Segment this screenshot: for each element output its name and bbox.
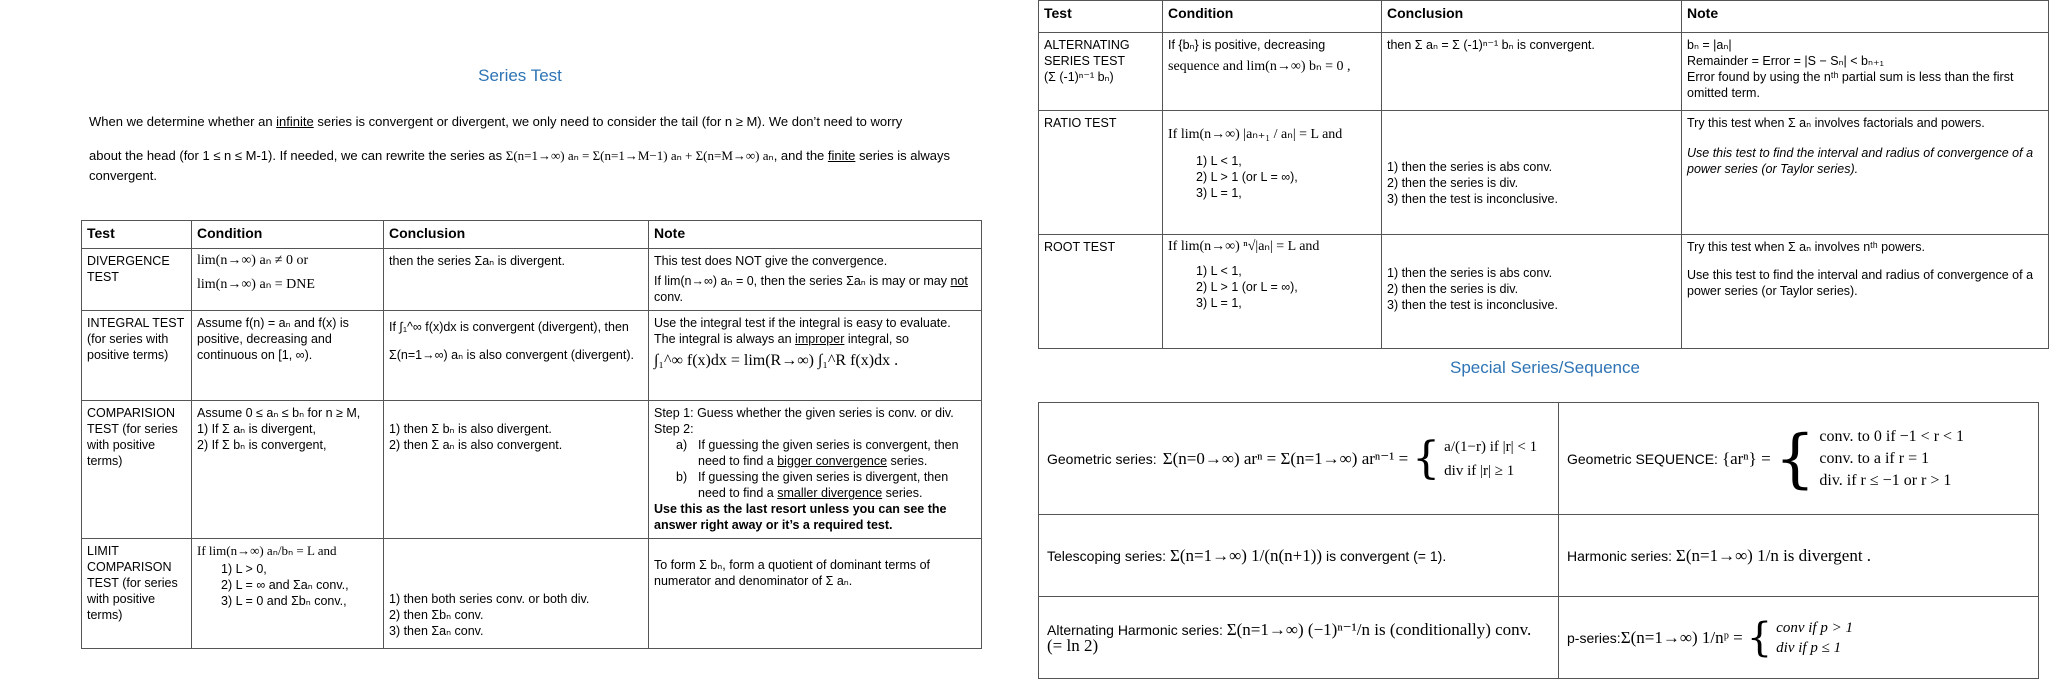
- series-test-table-left: [81, 220, 982, 649]
- special-series-table: [1038, 402, 2039, 679]
- series-test-table-right: [1038, 0, 2049, 349]
- geometric-series-cell: Geometric series: Σ(n=0→∞) arⁿ = Σ(n=1→∞) arⁿ⁻¹ = { a/(1−r) if |r| < 1 div if |r| ≥ 1: [1039, 403, 1559, 515]
- row-limit-comparison: [82, 539, 982, 649]
- divergence-conclusion: then the series Σaₙ is divergent.: [384, 249, 649, 311]
- row-alternating: [1039, 33, 2049, 111]
- left-brace: {: [1412, 432, 1441, 484]
- step2-a: a) If guessing the given series is convergent, then need to find a bigger convergence series.: [676, 438, 959, 468]
- comparison-note: Step 1: Guess whether the given series is conv. or div. Step 2: a) If guessing the given series is convergent, then need to find a bigger convergence series. b) If guessing the given series is divergent, then need to find a smaller divergence series. Use this as the last resort unless you can see the answer right away or it’s a required test.: [649, 401, 982, 539]
- integral-note: Use the integral test if the integral is easy to evaluate. The integral is always an improper integral, so ∫₁^∞ f(x)dx = lim(R→∞) ∫₁^R f(x)dx .: [649, 311, 982, 401]
- p-series-cell: p-series: Σ(n=1→∞) 1/nᵖ = { conv if p > 1 div if p ≤ 1: [1559, 597, 2039, 679]
- integral-test-name: INTEGRAL TEST (for series with positive terms): [82, 311, 192, 401]
- header-test: Test: [82, 221, 192, 249]
- root-condition: If lim(n→∞) ⁿ√|aₙ| = L and 1) L < 1, 2) L > 1 (or L = ∞), 3) L = 1,: [1163, 235, 1382, 349]
- geometric-sequence-cell: Geometric SEQUENCE: {arⁿ} = { conv. to 0 if −1 < r < 1 conv. to a if r = 1 div. if r ≤ −1 or r > 1: [1559, 403, 2039, 515]
- ratio-note: Try this test when Σ aₙ involves factorials and powers. Use this test to find the interval and radius of convergence of a power series (or Taylor series).: [1682, 111, 2049, 235]
- special-series-title: Special Series/Sequence: [1450, 358, 1640, 377]
- ratio-conclusion: 1) then the series is abs conv. 2) then the series is div. 3) then the test is inconclusive.: [1382, 111, 1682, 235]
- ratio-condition: If lim(n→∞) |aₙ₊₁ / aₙ| = L and 1) L < 1, 2) L > 1 (or L = ∞), 3) L = 1,: [1163, 111, 1382, 235]
- alternating-harmonic-cell: Alternating Harmonic series: Σ(n=1→∞) (−1)ⁿ⁻¹/n is (conditionally) conv. (= ln 2): [1039, 597, 1559, 679]
- intro-line-1: When we determine whether an infinite series is convergent or divergent, we only need to consider the tail (for n ≥ M). We don’t need to worry: [89, 114, 903, 129]
- limit-note: To form Σ bₙ, form a quotient of dominant terms of numerator and denominator of Σ aₙ.: [649, 539, 982, 649]
- divergence-condition: lim(n→∞) aₙ ≠ 0 or lim(n→∞) aₙ = DNE: [192, 249, 384, 311]
- limit-conclusion: 1) then both series conv. or both div. 2) then Σbₙ conv. 3) then Σaₙ conv.: [384, 539, 649, 649]
- header-conclusion-right: Conclusion: [1382, 1, 1682, 33]
- left-brace: {: [1746, 614, 1773, 661]
- header-note-right: Note: [1682, 1, 2049, 33]
- header-condition-right: Condition: [1163, 1, 1382, 33]
- alternating-condition: If {bₙ} is positive, decreasing sequence and lim(n→∞) bₙ = 0 ,: [1163, 33, 1382, 111]
- divergence-test-name: DIVERGENCE TEST: [82, 249, 192, 311]
- root-note: Try this test when Σ aₙ involves nᵗʰ powers. Use this test to find the interval and radius of convergence of a power series (or Taylor series).: [1682, 235, 2049, 349]
- header-condition: Condition: [192, 221, 384, 249]
- integral-condition: Assume f(n) = aₙ and f(x) is positive, decreasing and continuous on [1, ∞).: [192, 311, 384, 401]
- comparison-test-name: COMPARISION TEST (for series with positive terms): [82, 401, 192, 539]
- alternating-conclusion: then Σ aₙ = Σ (-1)ⁿ⁻¹ bₙ is convergent.: [1382, 33, 1682, 111]
- row-integral: [82, 311, 982, 401]
- page-title: Series Test: [478, 66, 562, 85]
- comparison-condition: Assume 0 ≤ aₙ ≤ bₙ for n ≥ M, 1) If Σ aₙ is divergent, 2) If Σ bₙ is convergent,: [192, 401, 384, 539]
- row-ratio: [1039, 111, 2049, 235]
- intro-line-2: about the head (for 1 ≤ n ≤ M-1). If needed, we can rewrite the series as Σ(n=1→∞) aₙ = Σ(n=1→M−1) aₙ + Σ(n=M→∞) aₙ, and the finite series is always convergent.: [89, 148, 951, 183]
- row-divergence: [82, 249, 982, 311]
- left-brace: {: [1774, 421, 1816, 496]
- alternating-note: bₙ = |aₙ| Remainder = Error = |S − Sₙ| < bₙ₊₁ Error found by using the nᵗʰ partial sum is less than the first omitted term.: [1682, 33, 2049, 111]
- limit-test-name: LIMIT COMPARISON TEST (for series with positive terms): [82, 539, 192, 649]
- header-test-right: Test: [1039, 1, 1163, 33]
- limit-condition: If lim(n→∞) aₙ/bₙ = L and 1) L > 0, 2) L = ∞ and Σaₙ conv., 3) L = 0 and Σbₙ conv.,: [192, 539, 384, 649]
- alternating-test-name: ALTERNATING SERIES TEST (Σ (-1)ⁿ⁻¹ bₙ): [1039, 33, 1163, 111]
- divergence-note: This test does NOT give the convergence. If lim(n→∞) aₙ = 0, then the series Σaₙ is may or may not conv.: [649, 249, 982, 311]
- telescoping-series-cell: Telescoping series: Σ(n=1→∞) 1/(n(n+1)) is convergent (= 1).: [1039, 515, 1559, 597]
- integral-conclusion: If ∫₁^∞ f(x)dx is convergent (divergent), then Σ(n=1→∞) aₙ is also convergent (divergent).: [384, 311, 649, 401]
- intro-formula: Σ(n=1→∞) aₙ = Σ(n=1→M−1) aₙ + Σ(n=M→∞) aₙ: [505, 148, 774, 163]
- root-test-name: ROOT TEST: [1039, 235, 1163, 349]
- header-note: Note: [649, 221, 982, 249]
- harmonic-series-cell: Harmonic series: Σ(n=1→∞) 1/n is divergent .: [1559, 515, 2039, 597]
- header-conclusion: Conclusion: [384, 221, 649, 249]
- row-root: [1039, 235, 2049, 349]
- ratio-test-name: RATIO TEST: [1039, 111, 1163, 235]
- comparison-conclusion: 1) then Σ bₙ is also divergent. 2) then Σ aₙ is also convergent.: [384, 401, 649, 539]
- step2-b: b) If guessing the given series is divergent, then need to find a smaller divergence series.: [676, 470, 949, 500]
- row-comparison: [82, 401, 982, 539]
- intro-paragraph: [89, 112, 989, 186]
- root-conclusion: 1) then the series is abs conv. 2) then the series is div. 3) then the test is inconclusive.: [1382, 235, 1682, 349]
